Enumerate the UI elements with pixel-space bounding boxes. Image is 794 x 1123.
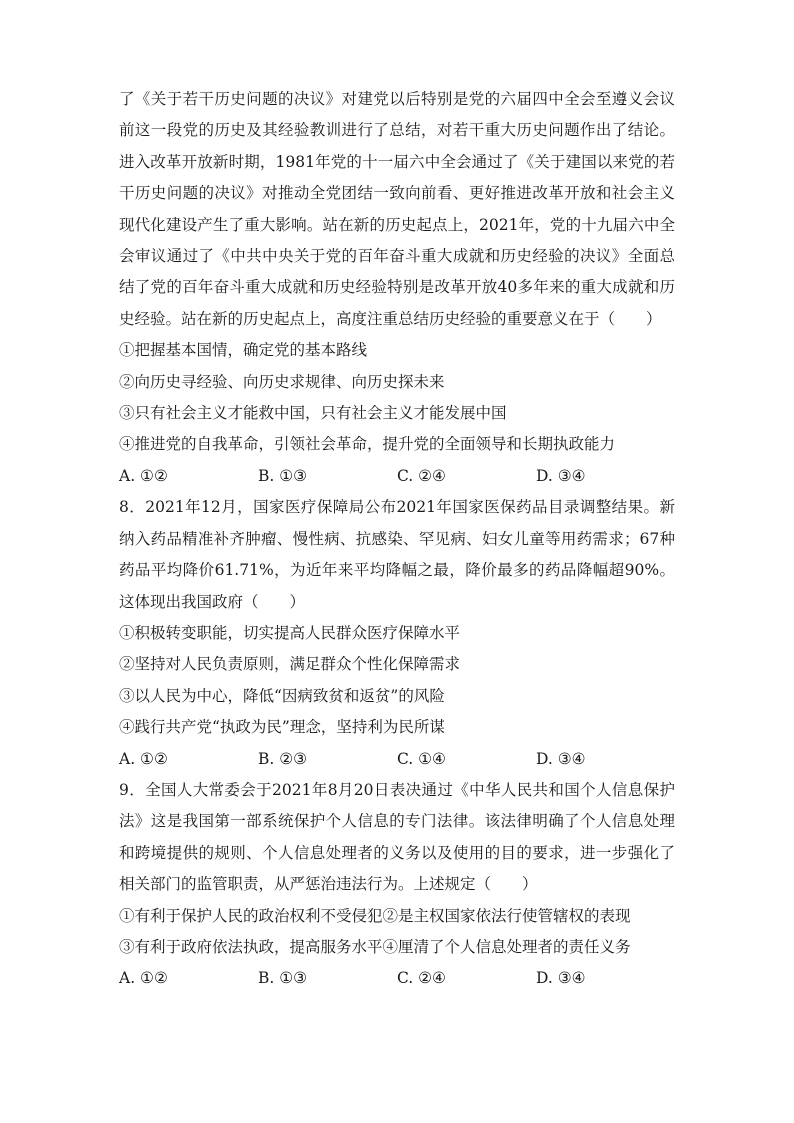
question-8-statement-1: ①积极转变职能，切实提高人民群众医疗保障水平 (119, 623, 461, 642)
question-7-statement-3: ③只有社会主义才能救中国，只有社会主义才能发展中国 (119, 404, 507, 423)
question-9-stem: 9．全国人大常委会于2021年8月20日表决通过《中华人民共和国个人信息保护法》这是我国第一部系统保护个人信息的专门法律。该法律明确了个人信息处理和跨境提供的规则、个人信息处理者的义务以及使用的目的要求，进一步强化了相关部门的监管职责，从严惩治违法行为。上述规定（ ） (119, 780, 675, 894)
question-9-option-c: C. ②④ (397, 969, 446, 988)
question-7-option-b: B. ①③ (258, 466, 308, 485)
question-9 (119, 775, 675, 995)
question-7-option-c: C. ②④ (397, 466, 446, 485)
question-9-option-d: D. ③④ (536, 969, 586, 988)
question-8-option-a: A. ①② (119, 749, 168, 768)
question-7-options (119, 461, 675, 492)
question-9-statement-1: ①有利于保护人民的政治权利不受侵犯②是主权国家依法行使管辖权的表现 (119, 906, 631, 925)
question-8-statement-3: ③以人民为中心，降低“因病致贫和返贫”的风险 (119, 686, 445, 705)
question-7-option-a: A. ①② (119, 466, 168, 485)
question-9-statement-2: ③有利于政府依法执政，提高服务水平④厘清了个人信息处理者的责任义务 (119, 937, 631, 956)
question-7-stem: 了《关于若干历史问题的决议》对建党以后特别是党的六届四中全会至遵义会议前这一段党的历史及其经验教训进行了总结，对若干重大历史问题作出了结论。进入改革开放新时期，1981年党的十一届六中全会通过了《关于建国以来党的若干历史问题的决议》对推动全党团结一致向前看、更好推进改革开放和社会主义现代化建设产生了重大影响。站在新的历史起点上，2021年，党的十九届六中全会审议通过了《中共中央关于党的百年奋斗重大成就和历史经验的决议》全面总结了党的百年奋斗重大成就和历史经验特别是改革开放40多年来的重大成就和历史经验。站在新的历史起点上，高度注重总结历史经验的重要意义在于（ ） (119, 90, 675, 328)
question-7-statement-1: ①把握基本国情，确定党的基本路线 (119, 341, 368, 360)
question-7-option-d: D. ③④ (536, 466, 586, 485)
question-7-statement-4: ④推进党的自我革命，引领社会革命，提升党的全面领导和长期执政能力 (119, 435, 616, 454)
question-7 (119, 84, 675, 492)
question-8-options (119, 744, 675, 775)
question-8-statement-4: ④践行共产党“执政为民”理念，坚持利为民所谋 (119, 718, 445, 737)
question-8-option-d: D. ③④ (536, 749, 586, 768)
question-7-statement-2: ②向历史寻经验、向历史求规律、向历史探未来 (119, 372, 445, 391)
question-8-option-b: B. ②③ (258, 749, 308, 768)
question-8-option-c: C. ①④ (397, 749, 446, 768)
question-9-option-a: A. ①② (119, 969, 168, 988)
question-9-option-b: B. ①③ (258, 969, 308, 988)
document-page (119, 84, 675, 995)
question-8-stem: 8．2021年12月，国家医疗保障局公布2021年国家医保药品目录调整结果。新纳入药品精准补齐肿瘤、慢性病、抗感染、罕见病、妇女儿童等用药需求；67种药品平均降价61.71%，为近年来平均降幅之最，降价最多的药品降幅超90%。这体现出我国政府（ ） (119, 498, 675, 611)
question-9-options (119, 963, 675, 994)
question-8 (119, 492, 675, 775)
question-8-statement-2: ②坚持对人民负责原则，满足群众个性化保障需求 (119, 655, 461, 674)
